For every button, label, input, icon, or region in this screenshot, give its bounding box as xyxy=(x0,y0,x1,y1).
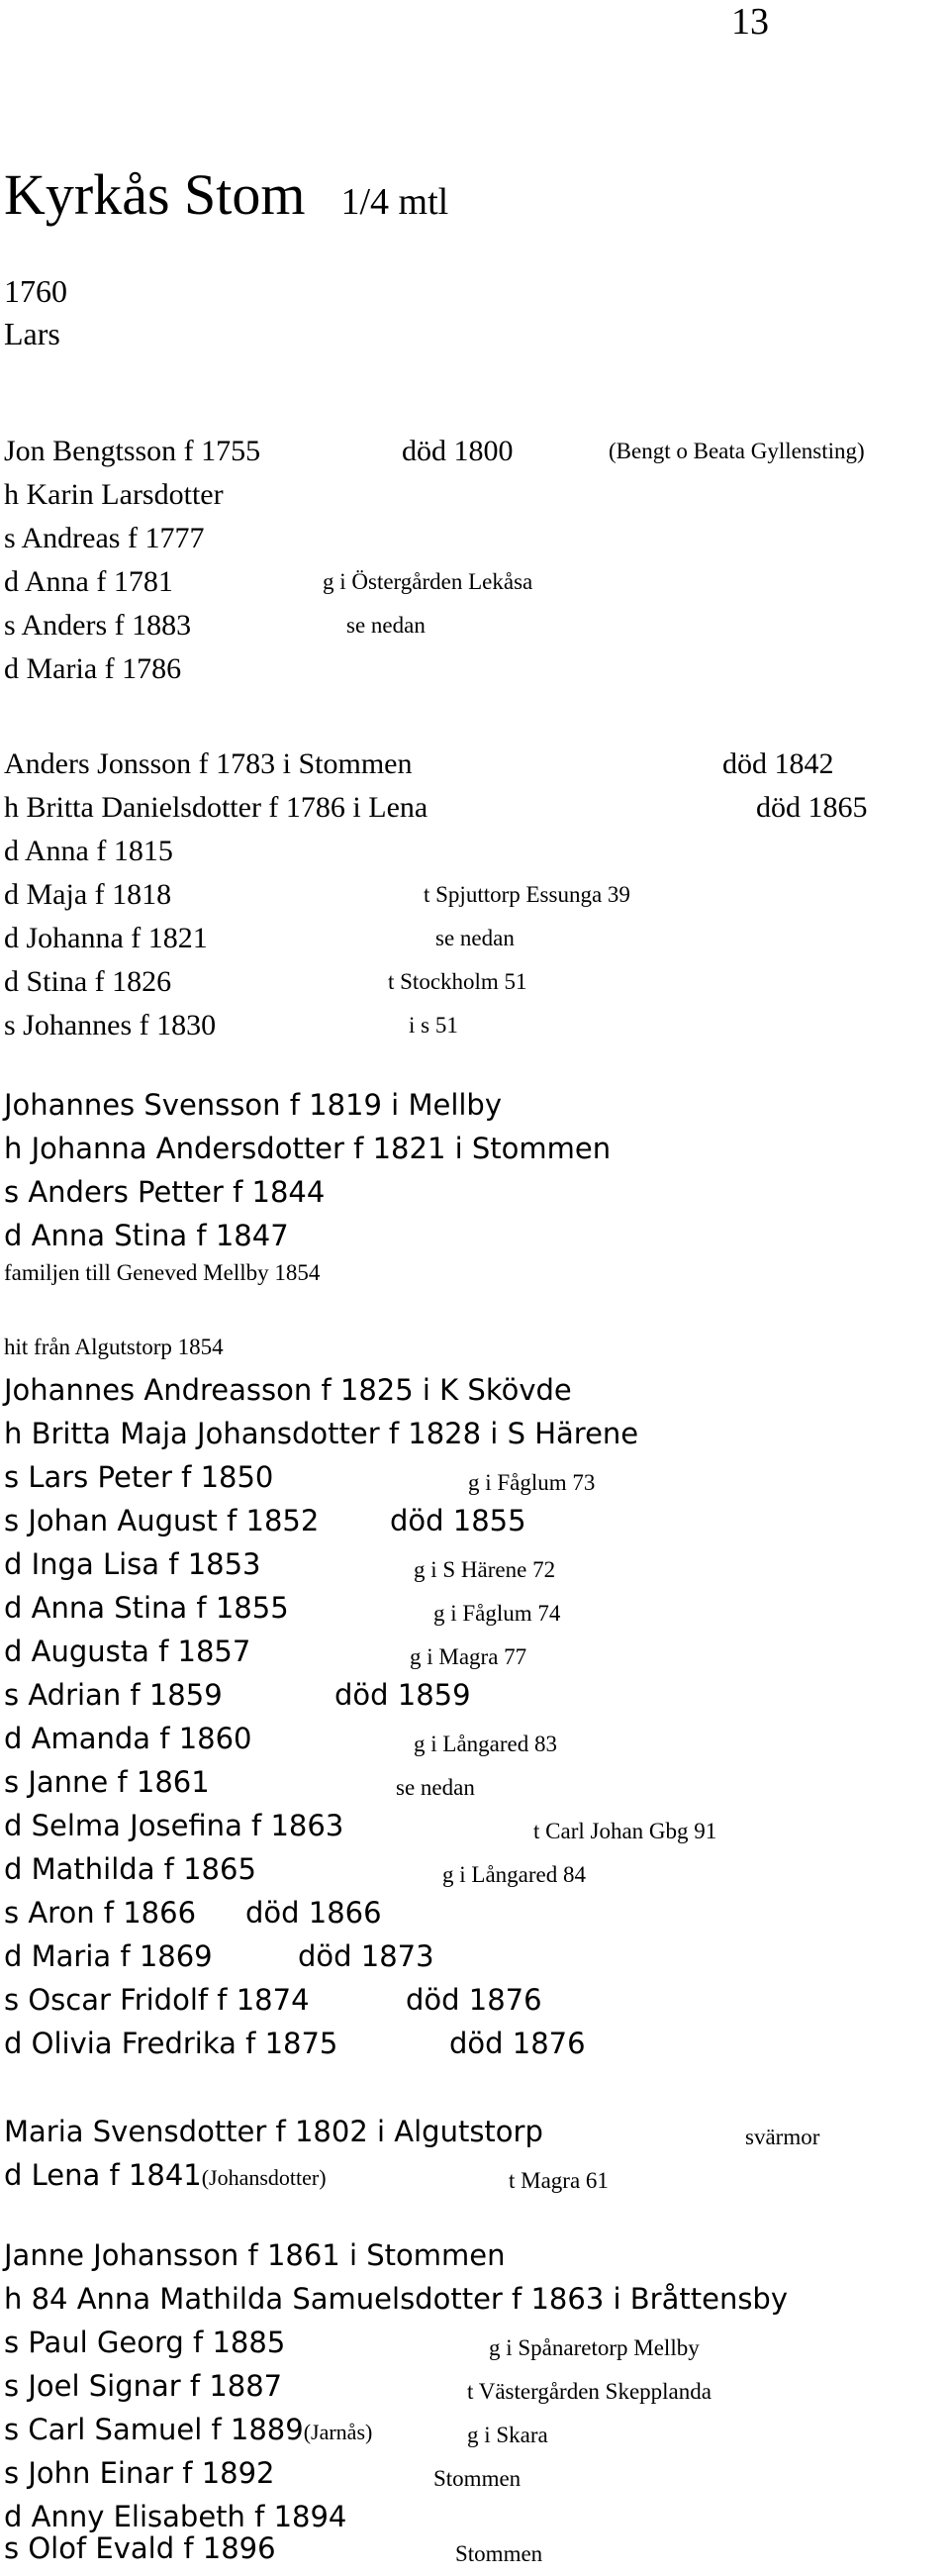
line-death: död 1873 xyxy=(298,1939,434,1973)
record-line xyxy=(4,1214,950,1257)
record-line xyxy=(4,473,950,517)
line-entry: d Olivia Fredrika f 1875 xyxy=(4,2027,338,2060)
line-entry: Johannes Andreasson f 1825 i K Skövde xyxy=(4,1373,572,1407)
record-line xyxy=(4,1760,950,1804)
record-line xyxy=(4,1499,950,1542)
line-entry: d Stina f 1826 xyxy=(4,965,172,998)
line-entry xyxy=(4,2408,372,2454)
line-entry: s Lars Peter f 1850 xyxy=(4,1460,274,1494)
line-death: död 1865 xyxy=(756,791,868,824)
line-entry: Anders Jonsson f 1783 i Stommen xyxy=(4,747,413,780)
record-line xyxy=(4,2408,950,2451)
record-line xyxy=(4,1804,950,1847)
line-entry: s Johannes f 1830 xyxy=(4,1009,217,1041)
line-entry: s Andreas f 1777 xyxy=(4,522,205,554)
line-entry-aside: (Johansdotter) xyxy=(201,2165,327,2190)
record-line xyxy=(4,2233,950,2277)
line-note: i s 51 xyxy=(409,1013,458,1038)
record-line xyxy=(4,1891,950,1934)
line-note: t Magra 61 xyxy=(509,2168,609,2193)
line-entry: s Olof Evald f 1896 xyxy=(4,2531,276,2565)
origin-note: hit från Algutstorp 1854 xyxy=(4,1335,224,1359)
record-line xyxy=(4,2321,950,2364)
line-entry: Janne Johansson f 1861 i Stommen xyxy=(4,2238,506,2272)
page-number: 13 xyxy=(731,1,769,43)
record-line xyxy=(4,430,950,473)
line-death: död 1876 xyxy=(406,1983,542,2017)
record-line xyxy=(4,604,950,647)
record-line xyxy=(4,873,950,917)
record-line xyxy=(4,2110,950,2153)
year: 1760 xyxy=(4,273,67,309)
line-note: t Carl Johan Gbg 91 xyxy=(533,1819,717,1843)
line-note: svärmor xyxy=(745,2125,820,2149)
line-death: död 1800 xyxy=(402,435,514,467)
record-line xyxy=(4,1673,950,1717)
line-entry: h Karin Larsdotter xyxy=(4,478,224,511)
line-death: död 1855 xyxy=(390,1504,526,1537)
line-note: g i Östergården Lekåsa xyxy=(323,569,533,594)
line-entry: h Britta Danielsdotter f 1786 i Lena xyxy=(4,791,428,824)
line-death: död 1876 xyxy=(449,2027,586,2060)
line-entry: d Amanda f 1860 xyxy=(4,1722,252,1755)
record-line xyxy=(4,517,950,560)
line-entry: d Johanna f 1821 xyxy=(4,922,208,954)
line-entry: s Joel Signar f 1887 xyxy=(4,2369,283,2403)
line-note: g i Fåglum 74 xyxy=(433,1601,561,1626)
family-note: familjen till Geneved Mellby 1854 xyxy=(4,1260,321,1285)
line-entry: h Britta Maja Johansdotter f 1828 i S Härene xyxy=(4,1417,639,1450)
line-note: g i Långared 83 xyxy=(414,1732,557,1756)
line-entry: s Aron f 1866 xyxy=(4,1896,197,1930)
line-entry: d Anna f 1781 xyxy=(4,565,173,598)
record-line xyxy=(4,2277,950,2321)
line-note: Stommen xyxy=(433,2466,522,2491)
record-line xyxy=(4,786,950,830)
line-entry-main: s Carl Samuel f 1889 xyxy=(4,2413,304,2446)
first-owner: Lars xyxy=(4,316,60,351)
line-note: t Stockholm 51 xyxy=(388,969,527,994)
record-line xyxy=(4,1586,950,1630)
line-note: g i S Härene 72 xyxy=(414,1557,556,1582)
line-entry: d Selma Josefina f 1863 xyxy=(4,1809,344,1842)
line-entry: s Anders Petter f 1844 xyxy=(4,1175,326,1209)
line-entry-main: d Lena f 1841 xyxy=(4,2158,202,2192)
record-line xyxy=(4,1847,950,1891)
title-subtitle: 1/4 mtl xyxy=(340,181,449,223)
line-note: Stommen xyxy=(455,2541,543,2566)
line-death: död 1842 xyxy=(722,747,834,780)
record-line xyxy=(4,1412,950,1455)
record-line xyxy=(4,1934,950,1978)
record-line xyxy=(4,1978,950,2022)
record-line xyxy=(4,2153,950,2197)
line-entry: d Maria f 1869 xyxy=(4,1939,213,1973)
line-entry: d Anny Elisabeth f 1894 xyxy=(4,2500,347,2533)
record-line xyxy=(4,1170,950,1214)
record-line xyxy=(4,647,950,691)
record-line xyxy=(4,2364,950,2408)
line-entry: s Anders f 1883 xyxy=(4,609,192,642)
record-line xyxy=(4,560,950,604)
title-line xyxy=(4,161,448,228)
line-note: se nedan xyxy=(435,926,515,950)
line-entry: s Janne f 1861 xyxy=(4,1765,210,1799)
line-entry: h 84 Anna Mathilda Samuelsdotter f 1863 i Bråttensby xyxy=(4,2282,789,2316)
record-line xyxy=(4,917,950,960)
line-death: död 1859 xyxy=(334,1678,471,1712)
record-line xyxy=(4,830,950,873)
line-note: t Västergården Skepplanda xyxy=(467,2379,712,2404)
record-line xyxy=(4,1004,950,1047)
line-entry: d Maria f 1786 xyxy=(4,652,182,685)
line-entry-aside: (Jarnås) xyxy=(303,2420,373,2444)
line-entry: s John Einar f 1892 xyxy=(4,2456,275,2490)
line-entry: d Inga Lisa f 1853 xyxy=(4,1547,261,1581)
line-death: död 1866 xyxy=(245,1896,382,1930)
record-line xyxy=(4,2451,950,2495)
line-note: g i Fåglum 73 xyxy=(468,1470,596,1495)
record-line xyxy=(4,1368,950,1412)
record-line xyxy=(4,1630,950,1673)
line-entry: s Johan August f 1852 xyxy=(4,1504,320,1537)
record-line xyxy=(4,1542,950,1586)
line-entry: Johannes Svensson f 1819 i Mellby xyxy=(4,1088,502,1122)
line-note: t Spjuttorp Essunga 39 xyxy=(424,882,630,907)
line-entry: s Adrian f 1859 xyxy=(4,1678,223,1712)
line-note: g i Spånaretorp Mellby xyxy=(489,2335,700,2360)
line-entry: s Oscar Fridolf f 1874 xyxy=(4,1983,310,2017)
line-entry xyxy=(4,2153,327,2200)
record-line xyxy=(4,2022,950,2065)
record-line xyxy=(4,960,950,1004)
line-note: se nedan xyxy=(346,613,426,638)
line-entry: Jon Bengtsson f 1755 xyxy=(4,435,261,467)
line-note: (Bengt o Beata Gyllensting) xyxy=(609,439,865,463)
line-note: g i Långared 84 xyxy=(442,1862,586,1887)
line-entry: s Paul Georg f 1885 xyxy=(4,2326,286,2359)
line-note: se nedan xyxy=(396,1775,475,1800)
record-line xyxy=(4,1127,950,1170)
line-entry: h Johanna Andersdotter f 1821 i Stommen xyxy=(4,1132,612,1165)
line-entry: d Maja f 1818 xyxy=(4,878,172,911)
record-line xyxy=(4,1717,950,1760)
line-entry: d Anna Stina f 1847 xyxy=(4,1219,289,1252)
page-title: Kyrkås Stom xyxy=(4,162,306,227)
line-entry: Maria Svensdotter f 1802 i Algutstorp xyxy=(4,2115,543,2148)
record-line xyxy=(4,2526,950,2570)
record-line xyxy=(4,1455,950,1499)
line-note: g i Magra 77 xyxy=(410,1644,527,1669)
record-line xyxy=(4,743,950,786)
line-entry: d Augusta f 1857 xyxy=(4,1635,251,1668)
line-entry: d Anna f 1815 xyxy=(4,835,173,867)
line-entry: d Anna Stina f 1855 xyxy=(4,1591,289,1625)
line-entry: d Mathilda f 1865 xyxy=(4,1852,256,1886)
line-note: g i Skara xyxy=(467,2423,548,2447)
record-line xyxy=(4,1083,950,1127)
